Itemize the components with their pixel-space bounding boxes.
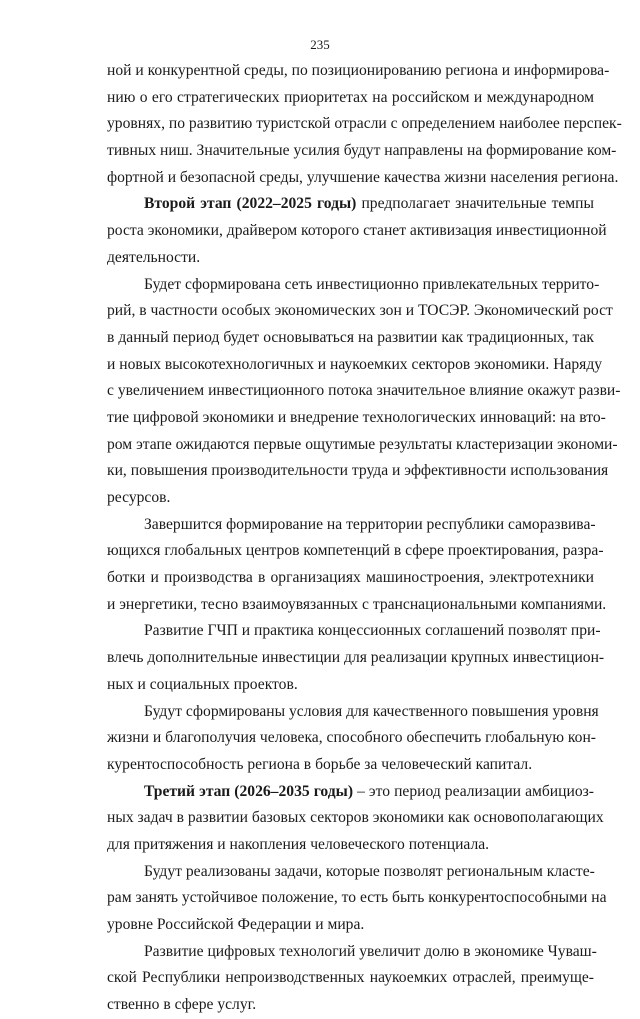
text-line bbox=[107, 85, 594, 112]
line-text: ботки и производства в организациях машиностроения, электротехники bbox=[107, 569, 594, 587]
line-text: деятельности. bbox=[107, 248, 201, 266]
line-text: и энергетики, тесно взаимоувязанных с транснациональными компаниями. bbox=[107, 595, 607, 613]
text-line bbox=[107, 752, 594, 779]
line-text: ром этапе ожидаются первые ощутимые результаты кластеризации экономи- bbox=[107, 435, 618, 453]
line-text: рий, в частности особых экономических зон и ТОСЭР. Экономический рост bbox=[107, 302, 613, 320]
text-line bbox=[107, 58, 610, 85]
text-line bbox=[107, 138, 617, 165]
line-text: ных задач в развитии базовых секторов экономики как основополагающих bbox=[107, 809, 604, 827]
line-text: ной и конкурентной среды, по позиционированию региона и информирова- bbox=[107, 62, 610, 79]
text-line bbox=[107, 965, 594, 992]
text-line bbox=[107, 618, 601, 645]
line-text: уровнях, по развитию туристской отрасли с определением наиболее перспек- bbox=[107, 115, 622, 133]
text-line bbox=[107, 538, 604, 565]
line-text: Развитие ГЧП и практика концессионных соглашений позволят при- bbox=[144, 622, 601, 640]
line-text: влечь дополнительные инвестиции для реализации крупных инвестицион- bbox=[107, 649, 605, 667]
text-line bbox=[107, 325, 594, 352]
text-line bbox=[107, 458, 609, 485]
text-line bbox=[107, 432, 618, 459]
text-line bbox=[107, 832, 594, 859]
line-text: ки, повышения производительности труда и эффективности использования bbox=[107, 462, 609, 480]
text-line bbox=[107, 485, 594, 512]
line-text: Будет сформирована сеть инвестиционно привлекательных террито- bbox=[144, 275, 600, 293]
line-text: ющихся глобальных центров компетенций в сфере проектирования, разра- bbox=[107, 542, 604, 560]
line-text: Будут сформированы условия для качественного повышения уровня bbox=[144, 702, 599, 720]
text-line bbox=[107, 298, 613, 325]
page-number: 235 bbox=[310, 37, 330, 52]
text-line bbox=[107, 779, 594, 806]
text-line bbox=[107, 111, 622, 138]
stage-heading: Второй этап (2022–2025 годы) bbox=[144, 195, 357, 213]
text-line bbox=[107, 191, 594, 218]
line-text: тивных ниш. Значительные усилия будут направлены на формирование ком- bbox=[107, 142, 617, 160]
line-text: ской Республики непроизводственных наукоемких отраслей, преимуще- bbox=[107, 969, 594, 987]
text-line bbox=[107, 512, 594, 539]
line-text: жизни и благополучия человека, способного обеспечить глобальную кон- bbox=[107, 729, 597, 747]
text-line bbox=[107, 885, 607, 912]
text-line bbox=[107, 245, 594, 272]
line-text: Будут реализованы задачи, которые позволят региональным класте- bbox=[144, 862, 595, 880]
line-text: уровне Российской Федерации и мира. bbox=[107, 916, 365, 933]
document-body bbox=[107, 58, 622, 1019]
text-line bbox=[107, 645, 605, 672]
line-text: курентоспособность региона в борьбе за человеческий капитал. bbox=[107, 755, 533, 773]
line-text: – это период реализации амбициоз- bbox=[353, 782, 594, 800]
line-text: тие цифровой экономики и внедрение технологических инноваций: на вто- bbox=[107, 408, 606, 426]
text-line bbox=[107, 565, 594, 592]
text-line bbox=[107, 405, 606, 432]
line-text: ных и социальных проектов. bbox=[107, 675, 298, 693]
line-text: фортной и безопасной среды, улучшение качества жизни населения региона. bbox=[107, 168, 619, 186]
text-line bbox=[107, 378, 621, 405]
line-text: Развитие цифровых технологий увеличит долю в экономике Чуваш- bbox=[144, 942, 597, 960]
line-text: Завершится формирование на территории республики саморазвива- bbox=[144, 515, 596, 533]
text-line bbox=[107, 992, 594, 1019]
text-line bbox=[107, 725, 597, 752]
line-text: в данный период будет основываться на развитии как традиционных, так bbox=[107, 328, 594, 346]
text-line bbox=[107, 859, 594, 886]
line-text: с увеличением инвестиционного потока значительное влияние окажут разви- bbox=[107, 382, 621, 400]
stage-heading: Третий этап (2026–2035 годы) bbox=[144, 782, 354, 800]
text-line bbox=[107, 805, 604, 832]
line-text: и новых высокотехнологичных и наукоемких секторов экономики. Наряду bbox=[107, 355, 603, 373]
text-line bbox=[107, 272, 600, 299]
text-line bbox=[107, 218, 607, 245]
text-line bbox=[107, 352, 603, 379]
line-text: предполагает значительные темпы bbox=[356, 195, 594, 213]
text-line bbox=[107, 672, 594, 699]
line-text: роста экономики, драйвером которого станет активизация инвестиционной bbox=[107, 222, 607, 240]
text-line bbox=[107, 699, 599, 726]
text-line bbox=[107, 592, 607, 619]
text-line bbox=[107, 939, 597, 966]
line-text: ресурсов. bbox=[107, 489, 171, 506]
line-text: рам занять устойчивое положение, то есть быть конкурентоспособными на bbox=[107, 889, 607, 907]
line-text: нию о его стратегических приоритетах на российском и международном bbox=[107, 88, 594, 106]
line-text: для притяжения и накопления человеческого потенциала. bbox=[107, 835, 490, 853]
text-line bbox=[107, 912, 594, 939]
line-text: ственно в сфере услуг. bbox=[107, 996, 257, 1014]
text-line bbox=[107, 165, 619, 192]
